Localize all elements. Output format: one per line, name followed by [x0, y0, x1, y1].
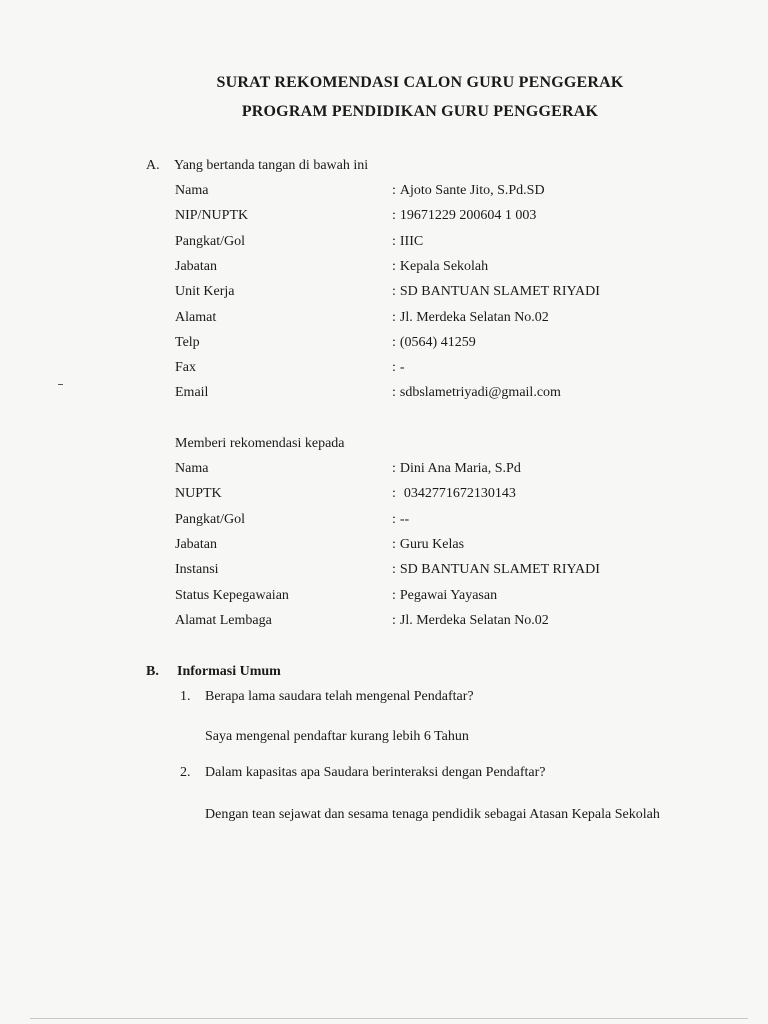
- field-label: Unit Kerja: [175, 284, 235, 299]
- question-1-text: Berapa lama saudara telah mengenal Pendaftar?: [205, 689, 474, 704]
- document-subtitle: PROGRAM PENDIDIKAN GURU PENGGERAK: [241, 103, 599, 120]
- field-label: Alamat Lembaga: [175, 613, 272, 628]
- section-a-intro: Yang bertanda tangan di bawah ini: [174, 158, 369, 173]
- colon: :: [392, 486, 396, 501]
- question-1-number: 1.: [180, 689, 191, 704]
- field-value-text: Jl. Merdeka Selatan No.02: [399, 613, 549, 628]
- field-value: [392, 385, 561, 401]
- field-label: NUPTK: [175, 486, 222, 501]
- field-value-text: -: [399, 360, 405, 375]
- field-value: [392, 310, 549, 326]
- field-value-text: SD BANTUAN SLAMET RIYADI: [399, 284, 600, 299]
- field-value: [392, 486, 516, 502]
- colon: :: [392, 385, 396, 400]
- field-value-text: --: [399, 512, 410, 527]
- colon: :: [392, 588, 396, 603]
- answer-1-text: Saya mengenal pendaftar kurang lebih 6 Tahun: [205, 729, 469, 744]
- colon: :: [392, 512, 396, 527]
- field-value: [392, 537, 464, 553]
- colon: :: [392, 183, 396, 198]
- field-value: [392, 284, 600, 300]
- field-value-text: 0342771672130143: [403, 486, 516, 501]
- field-value: [392, 183, 545, 199]
- colon: :: [392, 461, 396, 476]
- field-value-text: Guru Kelas: [399, 537, 465, 552]
- question-2-number: 2.: [180, 765, 191, 780]
- field-value-text: sdbslametriyadi@gmail.com: [399, 385, 561, 400]
- field-value-text: Ajoto Sante Jito, S.Pd.SD: [399, 183, 545, 198]
- field-value-text: Pegawai Yayasan: [399, 588, 498, 603]
- field-label: Jabatan: [175, 537, 217, 552]
- field-label: Nama: [175, 461, 209, 476]
- question-2-text: Dalam kapasitas apa Saudara berinteraksi dengan Pendaftar?: [205, 765, 546, 780]
- field-value-text: Kepala Sekolah: [399, 259, 489, 274]
- section-b-letter: B.: [146, 664, 159, 679]
- recommend-intro: Memberi rekomendasi kepada: [175, 436, 345, 451]
- field-label: Alamat: [175, 310, 217, 325]
- field-value-text: (0564) 41259: [399, 335, 476, 350]
- colon: :: [392, 259, 396, 274]
- scan-speck: [58, 384, 63, 385]
- field-value: [392, 588, 497, 604]
- colon: :: [392, 284, 396, 299]
- field-value: [392, 335, 476, 351]
- field-value-text: Dini Ana Maria, S.Pd: [399, 461, 521, 476]
- field-label: Telp: [175, 335, 200, 350]
- section-b-heading: Informasi Umum: [177, 664, 281, 679]
- field-value-text: 19671229 200604 1 003: [399, 208, 537, 223]
- field-value: [392, 234, 423, 250]
- colon: :: [392, 208, 396, 223]
- field-label: Pangkat/Gol: [175, 512, 245, 527]
- scan-edge-line: [30, 1018, 748, 1019]
- document-title: SURAT REKOMENDASI CALON GURU PENGGERAK: [216, 74, 624, 91]
- field-label: Instansi: [175, 562, 219, 577]
- field-value-text: IIIC: [399, 234, 424, 249]
- field-value: [392, 360, 405, 376]
- colon: :: [392, 562, 396, 577]
- field-value: [392, 259, 488, 275]
- field-value: [392, 562, 600, 578]
- colon: :: [392, 613, 396, 628]
- field-value-text: Jl. Merdeka Selatan No.02: [399, 310, 549, 325]
- field-value: [392, 461, 521, 477]
- field-value-text: SD BANTUAN SLAMET RIYADI: [399, 562, 600, 577]
- field-label: NIP/NUPTK: [175, 208, 249, 223]
- field-value: [392, 613, 549, 629]
- field-value: [392, 512, 409, 528]
- colon: :: [392, 360, 396, 375]
- field-label: Email: [175, 385, 209, 400]
- answer-2-text: Dengan tean sejawat dan sesama tenaga pendidik sebagai Atasan Kepala Sekolah: [205, 807, 660, 822]
- colon: :: [392, 234, 396, 249]
- field-label: Nama: [175, 183, 209, 198]
- colon: :: [392, 310, 396, 325]
- field-label: Status Kepegawaian: [175, 588, 289, 603]
- field-value: [392, 208, 536, 224]
- colon: :: [392, 335, 396, 350]
- section-a-letter: A.: [146, 158, 160, 173]
- field-label: Fax: [175, 360, 196, 375]
- field-label: Jabatan: [175, 259, 217, 274]
- field-label: Pangkat/Gol: [175, 234, 245, 249]
- colon: :: [392, 537, 396, 552]
